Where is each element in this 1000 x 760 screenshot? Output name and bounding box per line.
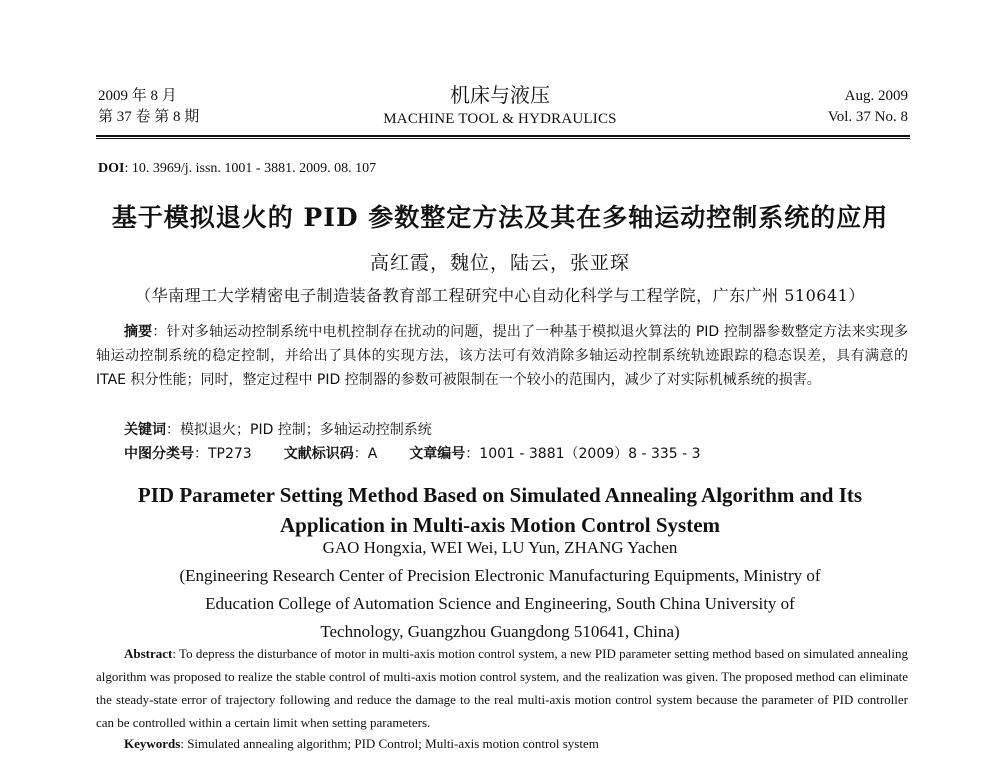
abstract-en: [96, 642, 908, 734]
header-issue-en: [828, 86, 908, 128]
abstract-cn-label: 摘要: [124, 324, 153, 340]
abstract-cn-text: ：针对多轴运动控制系统中电机控制存在扰动的问题，提出了一种基于模拟退火算法的 PID 控制器参数整定方法来实现多轴运动控制系统的稳定控制，并给出了具体的实现方法，该方法可有效消除多轴运动控制系统轨迹跟踪的稳态误差，具有满意的 ITAE 积分性能；同时，整定过程中 PID 控制器的参数可被限制在一个较小的范围内，减少了对实际机械系统的损害。: [96, 324, 909, 388]
abstract-cn: [96, 320, 908, 392]
title-cn: 基于模拟退火的 PID 参数整定方法及其在多轴运动控制系统的应用: [111, 203, 889, 232]
authors-en: GAO Hongxia, WEI Wei, LU Yun, ZHANG Yachen: [322, 538, 678, 557]
title-en: [0, 480, 1000, 540]
keywords-cn-text: ：模拟退火；PID 控制；多轴运动控制系统: [166, 422, 432, 438]
affiliation-en-line2: Education College of Automation Science and Engineering, South China University of: [205, 594, 795, 613]
header-volume-cn: 第 37 卷 第 8 期: [98, 109, 200, 125]
header-date-en: Aug. 2009: [844, 88, 908, 104]
article-number-value: ：1001 - 3881（2009）8 - 335 - 3: [465, 446, 701, 462]
affiliation-en-line1: (Engineering Research Center of Precision Electronic Manufacturing Equipments, Ministry of: [179, 566, 821, 585]
journal-name-cn: 机床与液压: [450, 85, 550, 107]
header-rule-thick: [96, 135, 910, 137]
keywords-en-label: Keywords: [124, 736, 181, 751]
header-issue-cn: [98, 86, 199, 128]
keywords-cn-label: 关键词: [124, 422, 166, 438]
keywords-cn: [124, 419, 432, 439]
doc-code-label: 文献标识码: [283, 446, 354, 462]
header-rule-thin: [96, 138, 910, 139]
affiliation-en: [0, 562, 1000, 646]
keywords-en-text: : Simulated annealing algorithm; PID Control; Multi-axis motion control system: [180, 736, 599, 751]
keywords-en: [124, 736, 599, 752]
abstract-en-label: Abstract: [124, 646, 173, 661]
doi-line: [98, 161, 376, 177]
title-en-line2: Application in Multi-axis Motion Control System: [279, 513, 721, 537]
authors-cn: 高红霞，魏位，陆云，张亚琛: [369, 252, 630, 274]
article-number-label: 文章编号: [409, 446, 466, 462]
affiliation-cn: （华南理工大学精密电子制造装备教育部工程研究中心自动化科学与工程学院，广东广州 510641）: [135, 286, 865, 305]
classification-line: [124, 443, 701, 463]
clc-label: 中图分类号: [124, 446, 194, 462]
header-journal: [350, 84, 650, 130]
doc-code-value: ：A: [353, 446, 378, 462]
header-date-cn: 2009 年 8 月: [98, 88, 177, 104]
clc-value: ：TP273: [194, 446, 252, 462]
doi-label: DOI: [98, 161, 125, 176]
header-volume-en: Vol. 37 No. 8: [827, 109, 908, 125]
journal-name-en: MACHINE TOOL & HYDRAULICS: [383, 111, 617, 127]
title-en-line1: PID Parameter Setting Method Based on Simulated Annealing Algorithm and Its: [137, 483, 863, 507]
doi-value: : 10. 3969/j. issn. 1001 - 3881. 2009. 08. 107: [124, 161, 377, 176]
affiliation-en-line3: Technology, Guangzhou Guangdong 510641, China): [320, 622, 680, 641]
abstract-en-text: : To depress the disturbance of motor in multi-axis motion control system, a new PID parameter setting method based on simulated annealing algorithm was proposed to realize the stable control of multi-axis motion control system, and the realization was given. The proposed method can eliminate the steady-state error of trajectory following and reduce the damage to the real multi-axis motion control system because the parameter of PID controller can be controlled within a certain limit when setting parameters.: [96, 646, 908, 730]
